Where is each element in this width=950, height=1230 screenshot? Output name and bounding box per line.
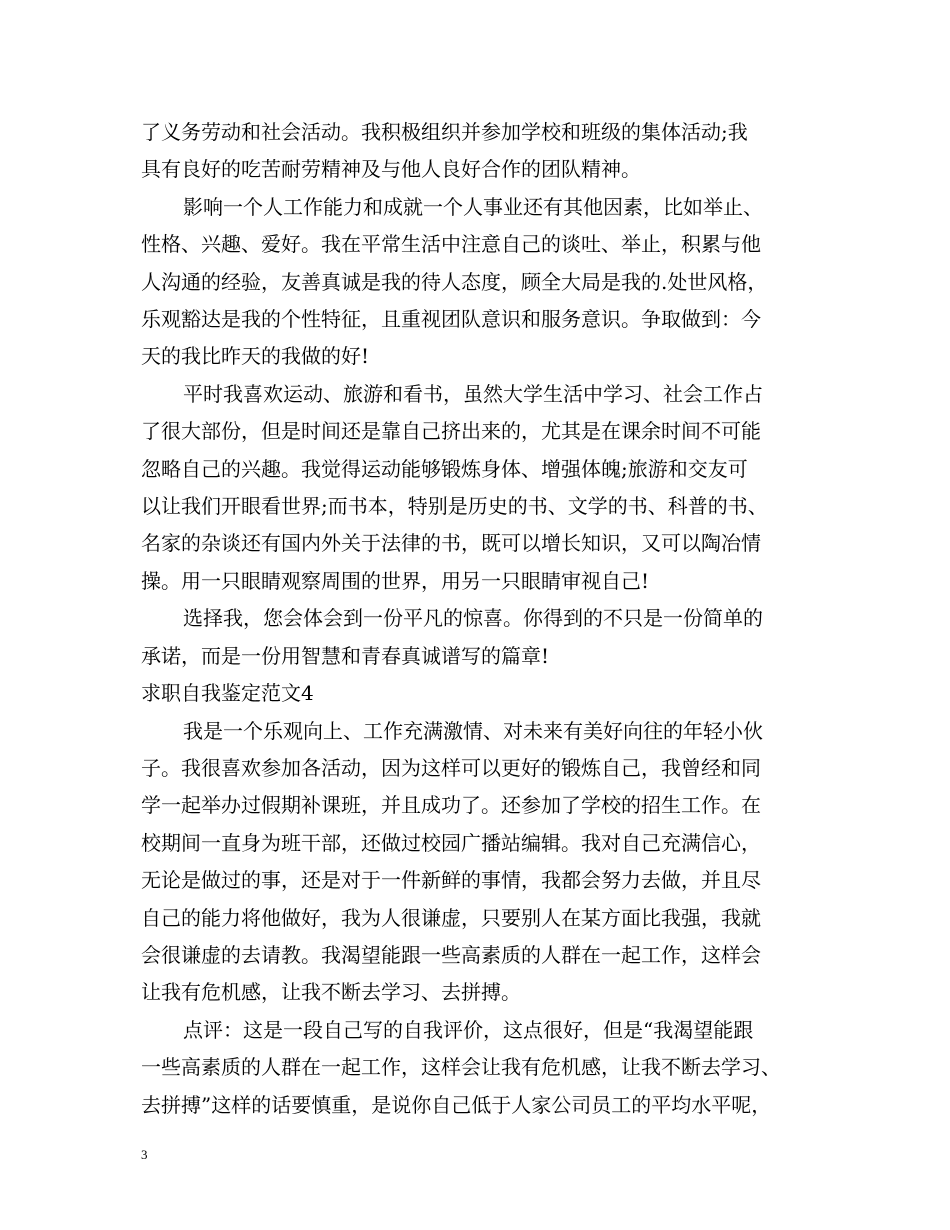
document-body <box>141 114 821 1124</box>
paragraph-line: 以让我们开眼看世界;而书本，特别是历史的书、文学的书、科普的书、 <box>141 494 768 519</box>
paragraph-line: 了很大部份，但是时间还是靠自己挤出来的，尤其是在课余时间不可能 <box>141 419 761 444</box>
paragraph-line: 学一起举办过假期补课班，并且成功了。还参加了学校的招生工作。在 <box>141 793 761 818</box>
paragraph-line: 平时我喜欢运动、旅游和看书，虽然大学生活中学习、社会工作占 <box>183 381 763 406</box>
paragraph-line: 乐观豁达是我的个性特征，且重视团队意识和服务意识。争取做到：今 <box>141 307 761 332</box>
paragraph-line: 无论是做过的事，还是对于一件新鲜的事情，我都会努力去做，并且尽 <box>141 868 761 893</box>
paragraph-line: 操。用一只眼睛观察周围的世界，用另一只眼睛审视自己! <box>141 568 650 593</box>
paragraph-line: 子。我很喜欢参加各活动，因为这样可以更好的锻炼自己，我曾经和同 <box>141 755 761 780</box>
paragraph-line: 一些高素质的人群在一起工作，这样会让我有危机感，让我不断去学习、 <box>141 1055 781 1080</box>
paragraph-line: 具有良好的吃苦耐劳精神及与他人良好合作的团队精神。 <box>141 157 641 182</box>
paragraph-line: 让我有危机感，让我不断去学习、去拼搏。 <box>141 980 521 1005</box>
paragraph-line: 性格、兴趣、爱好。我在平常生活中注意自己的谈吐、举止，积累与他 <box>141 232 761 257</box>
paragraph-line: 我是一个乐观向上、工作充满激情、对未来有美好向往的年轻小伙 <box>183 718 763 743</box>
paragraph-line: 人沟通的经验，友善真诚是我的待人态度，顾全大局是我的.处世风格， <box>141 269 768 294</box>
page-number: 3 <box>141 1147 148 1162</box>
paragraph-line: 选择我，您会体会到一份平凡的惊喜。你得到的不只是一份简单的 <box>183 606 763 631</box>
paragraph-line: 去拼搏”这样的话要慎重，是说你自己低于人家公司员工的平均水平呢， <box>141 1092 772 1117</box>
paragraph-line: 忽略自己的兴趣。我觉得运动能够锻炼身体、增强体魄;旅游和交友可 <box>141 456 748 481</box>
paragraph-line: 影响一个人工作能力和成就一个人事业还有其他因素，比如举止、 <box>183 194 763 219</box>
paragraph-line: 了义务劳动和社会活动。我积极组织并参加学校和班级的集体活动;我 <box>141 120 748 144</box>
section-heading: 求职自我鉴定范文4 <box>141 681 314 706</box>
paragraph-line: 会很谦虚的去请教。我渴望能跟一些高素质的人群在一起工作，这样会 <box>141 942 761 967</box>
paragraph-line: 名家的杂谈还有国内外关于法律的书，既可以增长知识，又可以陶冶情 <box>141 531 761 556</box>
paragraph-line: 天的我比昨天的我做的好! <box>141 344 370 369</box>
paragraph-line: 自己的能力将他做好，我为人很谦虚，只要别人在某方面比我强，我就 <box>141 905 761 930</box>
paragraph-line: 点评：这是一段自己写的自我评价，这点很好，但是“我渴望能跟 <box>183 1017 754 1042</box>
paragraph-line: 承诺，而是一份用智慧和青春真诚谱写的篇章! <box>141 643 550 668</box>
paragraph-line: 校期间一直身为班干部，还做过校园广播站编辑。我对自己充满信心， <box>141 830 761 855</box>
